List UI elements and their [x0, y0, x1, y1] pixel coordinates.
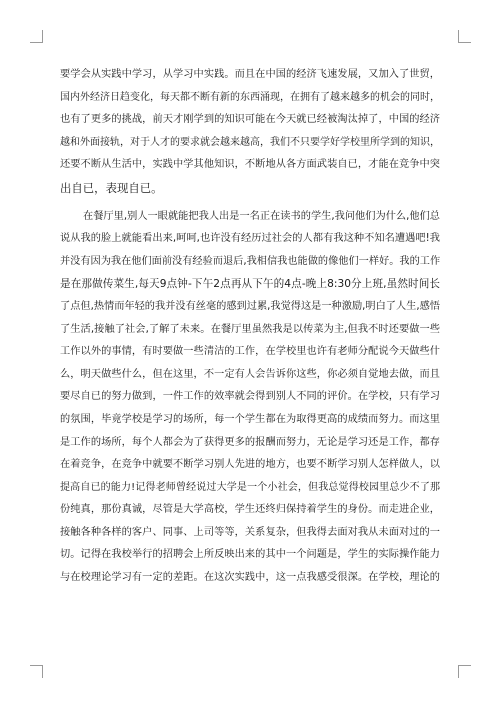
text-line: 国内外经济日趋变化，每天都不断有新的东西涌现，在拥有了越来越多的机会的同时， [60, 91, 440, 103]
text-line: 出自已，表现自已。 [60, 180, 163, 195]
text-line: 切。记得在我校举行的招聘会上所反映出来的其中一个问题是，学生的实际操作能力 [60, 549, 440, 561]
text-line: 要尽自已的努力做到，一件工作的效率就会得到别人不同的评价。在学校，只有学习 [60, 391, 440, 403]
text-line: 并没有因为我在他们面前没有经验而退后,我相信我也能做的像他们一样好。我的工作 [60, 255, 440, 267]
text-line: 是在那做传菜生,每天9点钟-下午2点再从下午的4点-晚上8:30分上班,虽然时间长 [60, 278, 440, 291]
crop-mark-top-left [30, 30, 43, 43]
text-line: 越和外面接轨，对于人才的要求就会越来越高，我们不只要学好学校里所学到的知识， [60, 136, 440, 148]
text-line: 是工作的场所，每个人都会为了获得更多的报酬而努力，无论是学习还是工作，都存 [60, 436, 440, 448]
text-line: 了生活,接触了社会,了解了未来。在餐厅里虽然我是以传菜为主,但我不时还要做一些 [60, 323, 440, 335]
crop-mark-top-right [458, 30, 471, 43]
crop-mark-bottom-right [458, 665, 471, 678]
text-line: 还要不断从生活中，实践中学其他知识，不断地从各方面武装自已，才能在竞争中突 [60, 159, 440, 171]
text-line: 要学会从实践中学习，从学习中实践。而且在中国的经济飞速发展，又加入了世贸， [60, 69, 440, 80]
text-line: 也有了更多的挑战，前天才刚学到的知识可能在今天就已经被淘汰掉了，中国的经济 [60, 114, 440, 126]
text-line: 说从我的脸上就能看出来,呵呵,也许没有经历过社会的人都有我这种不知名遭遇吧!我 [60, 233, 440, 245]
paragraph-2 [60, 206, 440, 590]
text-line: 提高自已的能力!记得老师曾经说过大学是一个小社会，但我总觉得校园里总少不了那 [60, 481, 440, 493]
paragraph-1 [60, 64, 440, 200]
text-line: 了点但,热情而年轻的我并没有丝毫的感到过累,我觉得这是一种激励,明白了人生,感悟 [60, 300, 440, 312]
text-line: 工作以外的事情，有时要做一些清洁的工作，在学校里也许有老师分配说今天做些什 [60, 346, 440, 358]
text-line: 的氛围，毕竟学校是学习的场所，每一个学生都在为取得更高的成绩而努力。而这里 [60, 413, 440, 425]
text-line: 在餐厅里,别人一眼就能把我人出是一名正在读书的学生,我问他们为什么,他们总 [83, 210, 440, 222]
crop-mark-bottom-left [30, 665, 43, 678]
text-line: 在着竞争，在竞争中就要不断学习别人先进的地方，也要不断学习别人怎样做人，以 [60, 459, 440, 471]
text-line: 么，明天做些什么，但在这里，不一定有人会告诉你这些，你必须自觉地去做，而且 [60, 368, 440, 380]
text-line: 接触各种各样的客户、同事、上司等等，关系复杂，但我得去面对我从未面对过的一 [60, 526, 440, 538]
text-line: 份纯真，那份真诚，尽管是大学高校，学生还终归保持着学生的身份。而走进企业， [60, 504, 440, 516]
document-body [60, 64, 440, 590]
text-line: 与在校理论学习有一定的差距。在这次实践中，这一点我感受很深。在学校，理论的 [60, 572, 440, 584]
